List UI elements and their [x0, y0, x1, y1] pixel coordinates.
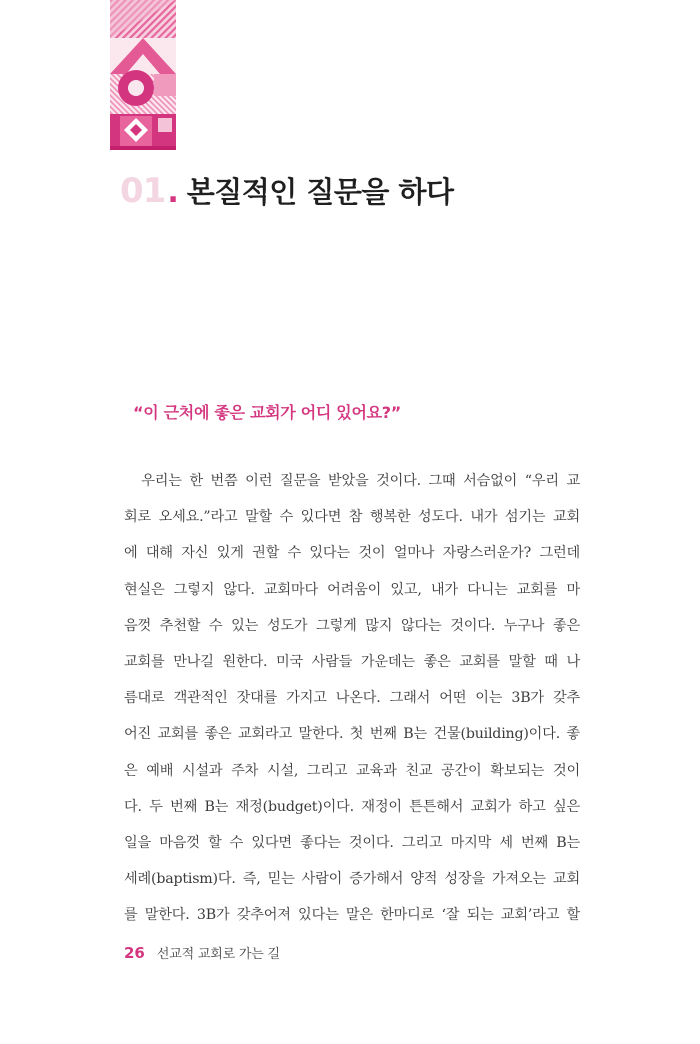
pull-quote: “이 근처에 좋은 교회가 어디 있어요?” [133, 403, 401, 422]
text-line: 현실은 그렇지 않다. 교회마다 어려움이 있고, 내가 다니는 교회를 마 [124, 581, 580, 598]
text-line: 어진 교회를 좋은 교회라고 말한다. 첫 번째 B는 건물(building)이다. 좋 [124, 726, 580, 743]
text-line: 를 말한다. 3B가 갖추어져 있다는 말은 한마디로 ‘잘 되는 교회’라고 할 [124, 907, 580, 924]
running-title: 선교적 교회로 가는 길 [156, 947, 280, 962]
chapter-separator: . [167, 175, 179, 210]
text-line: 름대로 객관적인 잣대를 가지고 나온다. 그래서 어떤 이는 3B가 갖추 [124, 690, 580, 707]
text-line: 우리는 한 번쯤 이런 질문을 받았을 것이다. 그때 서슴없이 “우리 교 [124, 473, 580, 489]
text-line: 음껏 추천할 수 있는 성도가 그렇게 많지 않다는 것이다. 누구나 좋은 [124, 617, 580, 634]
decorative-pattern [110, 0, 176, 150]
chapter-heading [120, 170, 454, 214]
text-line: 일을 마음껏 할 수 있다면 좋다는 것이다. 그리고 마지막 세 번째 B는 [124, 834, 580, 851]
body-paragraph [124, 463, 580, 933]
page-footer [124, 943, 280, 962]
chapter-title: 본질적인 질문을 하다 [186, 175, 454, 209]
text-line: 회로 오세요.”라고 말할 수 있다면 참 행복한 성도다. 내가 섬기는 교회 [124, 509, 580, 526]
text-line: 다. 두 번째 B는 재정(budget)이다. 재정이 튼튼해서 교회가 하고 싶은 [124, 798, 580, 815]
text-line: 에 대해 자신 있게 권할 수 있다는 것이 얼마나 자랑스러운가? 그런데 [124, 545, 580, 562]
page-number: 26 [124, 944, 145, 962]
text-line: 세례(baptism)다. 즉, 믿는 사람이 증가해서 양적 성장을 가져오는 교회 [124, 871, 580, 888]
chapter-number: 01 [120, 171, 166, 211]
text-line: 은 예배 시설과 주차 시설, 그리고 교육과 친교 공간이 확보되는 것이 [124, 762, 580, 779]
text-line: 교회를 만나길 원한다. 미국 사람들 가운데는 좋은 교회를 말할 때 나 [124, 653, 580, 670]
